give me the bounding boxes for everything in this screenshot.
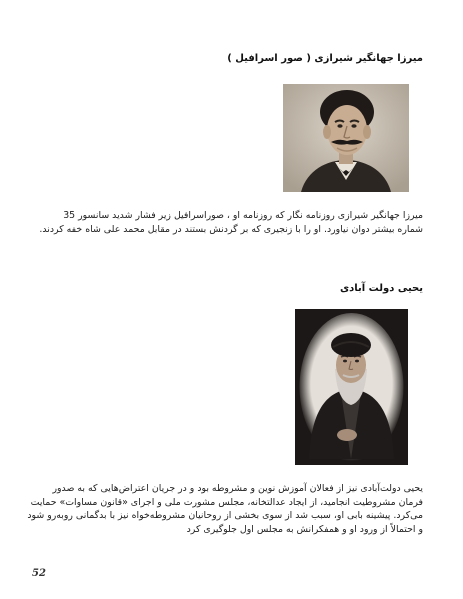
portrait-photo-mirza-jahangir xyxy=(283,84,409,192)
paragraph-line: می‌کرد. پیشینه بابی او، سبب شد از سوی بخشی از روحانیان مشروطه‌خواه نیز با بدگمانی روبه‌رو شود xyxy=(27,510,423,521)
page-number: 52 xyxy=(32,568,46,579)
section-heading-dowlatabadi: یحیی دولت آبادی xyxy=(339,283,423,294)
portrait-photo-yahya-dowlatabadi xyxy=(295,309,408,465)
paragraph-line: فرمان مشروطیت انجامید، از ایجاد عدالتخانه، مجلس مشورت ملی و اجرای «قانون مساوات» حمایت xyxy=(30,496,423,508)
section-heading-sur-esrafil: میرزا جهانگیر شیرازی ( صور اسرافیل ) xyxy=(227,53,423,64)
paragraph-line: شماره بیشتر دوان نیاورد. او را با زنجیری که بر گردنش بستند در مقابل محمد علی شاه خفه کردند. xyxy=(39,223,423,235)
portrait-illustration xyxy=(283,84,409,192)
paragraph-dowlatabadi-bio xyxy=(27,482,423,536)
paragraph-line: یحیی دولت‌آبادی نیز از فعالان آموزش نوین و مشروطه بود و در جریان اعتراض‌هایی که به صدور xyxy=(52,483,423,494)
paragraph-line: میرزا جهانگیر شیرازی روزنامه نگار که روزنامه او ، صوراسرافیل زیر فشار شدید سانسور 35 xyxy=(63,210,423,221)
portrait-illustration xyxy=(295,309,408,465)
paragraph-line: و احتمالاً از ورود او و همفکرانش به مجلس اول جلوگیری کرد xyxy=(186,523,423,535)
paragraph-jahangir-bio xyxy=(39,209,423,236)
